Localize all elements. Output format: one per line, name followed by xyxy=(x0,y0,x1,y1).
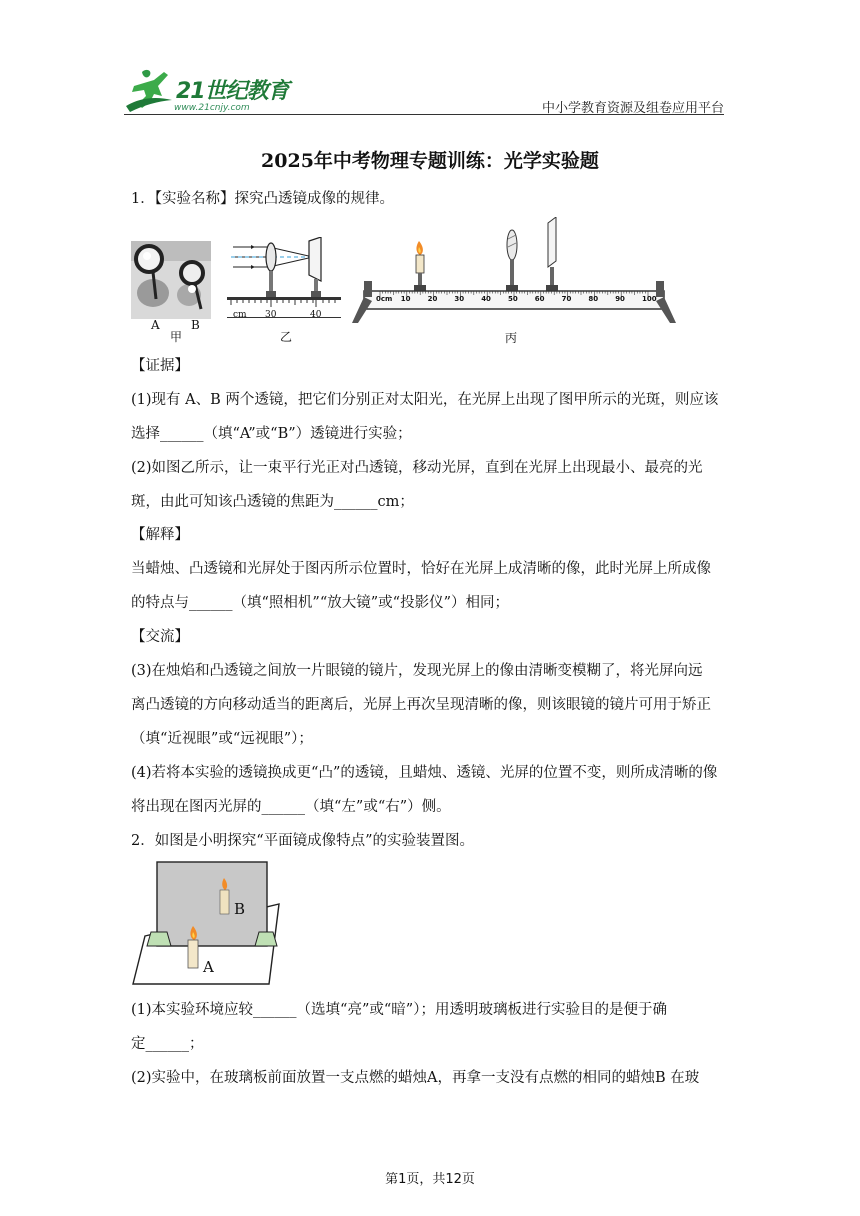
q1-part2-line1: (2)如图乙所示，让一束平行光正对凸透镜，移动光屏，直到在光屏上出现最小、最亮的光 xyxy=(131,460,703,476)
explain-line2: 的特点与______（填“照相机”“放大镜”或“投影仪”）相同； xyxy=(131,595,509,611)
label-a: A xyxy=(151,318,160,332)
header-divider xyxy=(124,114,724,115)
bench-tick-label: 60 xyxy=(534,295,545,303)
logo xyxy=(124,66,294,114)
bench-tick-labels xyxy=(350,295,678,309)
bench-tick-label: 90 xyxy=(615,295,625,303)
ruler-label-30: 30 xyxy=(265,310,277,320)
caption-bing: 丙 xyxy=(505,331,518,345)
q2-part1-line1: (1)本实验环境应较______（选填“亮”或“暗”）；用透明玻璃板进行实验目的是便于确 xyxy=(131,1002,667,1018)
runner-logo-icon xyxy=(124,66,176,114)
bench-tick-label: 100 xyxy=(642,295,657,303)
q1-part4-line2: 将出现在图丙光屏的______（填“左”或“右”）侧。 xyxy=(131,799,451,815)
bench-tick-label: 20 xyxy=(427,295,438,303)
caption-jia: 甲 xyxy=(170,330,183,344)
bench-tick-label: 30 xyxy=(454,295,465,303)
section-explain: 【解释】 xyxy=(131,527,189,543)
logo-url: www.21cnjy.com xyxy=(174,103,250,113)
optical-bench-diagram xyxy=(350,217,678,327)
q1-part3-line1: (3)在烛焰和凸透镜之间放一片眼镜的镜片，发现光屏上的像由清晰变模糊了，将光屏向远 xyxy=(131,663,703,679)
section-evidence: 【证据】 xyxy=(131,358,189,374)
q2-part2-line1: (2)实验中，在玻璃板前面放置一支点燃的蜡烛A，再拿一支没有点燃的相同的蜡烛B 在玻 xyxy=(131,1070,700,1086)
explain-line1: 当蜡烛、凸透镜和光屏处于图丙所示位置时，恰好在光屏上成清晰的像，此时光屏上所成像 xyxy=(131,561,711,577)
caption-yi: 乙 xyxy=(280,330,293,344)
logo-text: 21世纪教育 xyxy=(176,79,289,104)
figure-yi xyxy=(225,237,345,345)
bench-tick-label: 10 xyxy=(400,295,411,303)
q1-part1-line2: 选择______（填“A”或“B”）透镜进行实验； xyxy=(131,426,412,442)
figure-bing xyxy=(350,217,678,345)
q1-part4-line1: (4)若将本实验的透镜换成更“凸”的透镜，且蜡烛、透镜、光屏的位置不变，则所成清晰的像 xyxy=(131,765,718,781)
figure-plane-mirror xyxy=(131,858,283,986)
section-exchange: 【交流】 xyxy=(131,629,189,645)
bench-tick-label: 50 xyxy=(508,295,518,303)
figure-jia xyxy=(131,241,211,344)
bench-tick-label: 0cm xyxy=(376,295,393,303)
platform-name: 中小学教育资源及组卷应用平台 xyxy=(541,101,724,116)
bench-tick-label: 70 xyxy=(561,295,572,303)
bench-tick-label: 80 xyxy=(588,295,599,303)
q1-part2-line2: 斑，由此可知该凸透镜的焦距为______cm； xyxy=(131,494,414,510)
page-title: 2025年中考物理专题训练：光学实验题 xyxy=(261,150,599,172)
lens-photo-illustration xyxy=(131,241,211,319)
page-header xyxy=(0,0,860,120)
q1-part1-line1: (1)现有 A、B 两个透镜，把它们分别正对太阳光，在光屏上出现了图甲所示的光斑，则应该 xyxy=(131,392,719,408)
label-candle-b: B xyxy=(234,900,246,918)
label-candle-a: A xyxy=(203,958,214,976)
label-b: B xyxy=(191,318,200,332)
q1-intro: 1．【实验名称】探究凸透镜成像的规律。 xyxy=(131,191,394,207)
page-footer: 第1页，共12页 xyxy=(385,1172,475,1187)
q1-part3-line2: 离凸透镜的方向移动适当的距离后，光屏上再次呈现清晰的像，则该眼镜的镜片可用于矫正 xyxy=(131,697,711,713)
q2-intro: 2．如图是小明探究“平面镜成像特点”的实验装置图。 xyxy=(131,833,475,849)
bench-tick-label: 40 xyxy=(481,295,491,303)
q1-part3-line3: （填“近视眼”或“远视眼”）； xyxy=(131,731,313,747)
ruler-label-40: 40 xyxy=(310,310,322,320)
ruler-unit: cm xyxy=(233,310,247,320)
q2-part1-line2: 定______； xyxy=(131,1036,204,1052)
